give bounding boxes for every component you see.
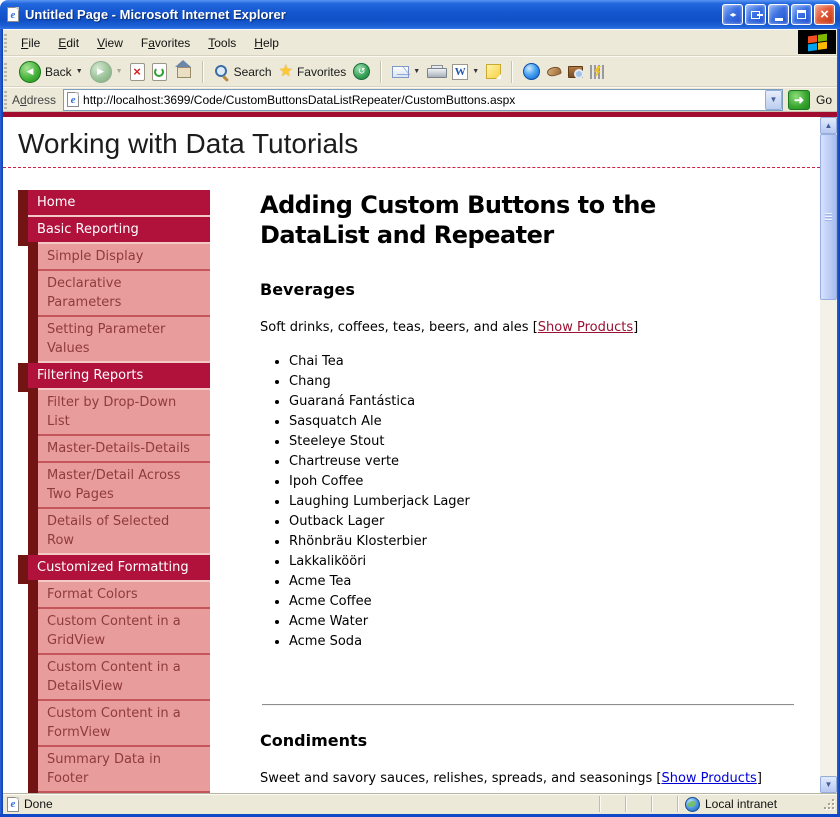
go-button[interactable] xyxy=(788,90,810,110)
address-bar xyxy=(0,87,840,112)
ie-page-icon: e xyxy=(67,92,79,107)
description-text: Soft drinks, coffees, teas, beers, and ales xyxy=(260,320,533,335)
sidebar-item[interactable]: Home xyxy=(28,190,210,217)
windows-logo-throbber xyxy=(798,30,836,54)
mail-icon xyxy=(392,66,409,78)
minimize-icon xyxy=(775,18,783,21)
product-item: • Chai Tea xyxy=(289,352,796,372)
popout-icon xyxy=(751,11,760,19)
windows-flag-icon xyxy=(808,33,827,51)
status-text: Done xyxy=(24,797,53,811)
favorites-icon: ★ xyxy=(278,62,293,80)
forward-dropdown-icon: ▼ xyxy=(115,68,123,75)
product-item: • Outback Lager xyxy=(289,512,796,532)
product-item: • Laughing Lumberjack Lager xyxy=(289,492,796,512)
sidebar-item[interactable]: Filtering Reports xyxy=(28,363,210,390)
history-button[interactable] xyxy=(353,63,370,80)
search-button[interactable] xyxy=(214,64,272,80)
article xyxy=(260,168,796,786)
sidebar-item[interactable]: Format Colors xyxy=(38,582,210,609)
sidebar-item[interactable]: Custom Content in a DetailsView xyxy=(38,655,210,701)
resize-grip[interactable] xyxy=(821,796,837,812)
toolbar-separator xyxy=(202,61,204,83)
condiments-section xyxy=(260,731,796,786)
status-bar xyxy=(3,793,837,814)
back-button[interactable] xyxy=(19,61,83,83)
site-title: Working with Data Tutorials xyxy=(18,128,359,159)
bracket: ] xyxy=(756,771,762,786)
sidebar-nav xyxy=(18,190,210,793)
sidebar-item[interactable]: Simple Display xyxy=(38,244,210,271)
menu-bar xyxy=(0,29,840,56)
back-icon: ◀ xyxy=(19,61,41,83)
menu-help[interactable]: Help xyxy=(254,35,279,50)
title-bar xyxy=(0,0,840,29)
scrollbar-thumb[interactable] xyxy=(820,134,837,300)
section-description xyxy=(260,320,796,335)
toolbar-grip[interactable] xyxy=(4,34,7,52)
menu-view[interactable]: View xyxy=(97,35,123,50)
window-border-left xyxy=(0,29,3,817)
bird-button[interactable] xyxy=(547,67,561,76)
sidebar-item[interactable]: Filter by Drop-Down List xyxy=(38,390,210,436)
products-list xyxy=(289,352,796,652)
validator-icon xyxy=(590,65,604,79)
section-heading: Condiments xyxy=(260,731,368,750)
notes-icon xyxy=(486,64,501,79)
favorites-label: Favorites xyxy=(296,64,347,79)
maximize-icon xyxy=(797,10,806,19)
product-item: • Guaraná Fantástica xyxy=(289,392,796,412)
book-search-button[interactable] xyxy=(568,66,583,78)
search-icon xyxy=(214,64,230,80)
toolbar-grip[interactable] xyxy=(4,63,7,81)
edit-word-button[interactable] xyxy=(452,64,479,80)
sidebar-item[interactable]: Master/Detail Across Two Pages xyxy=(38,463,210,509)
book-search-icon xyxy=(568,66,583,78)
edit-dropdown-icon[interactable]: ▼ xyxy=(472,68,480,75)
status-pane xyxy=(653,796,677,812)
maximize-button[interactable] xyxy=(791,4,812,25)
bird-icon xyxy=(546,65,562,78)
popout-button[interactable] xyxy=(745,4,766,25)
section-heading: Beverages xyxy=(260,280,355,299)
minimize-button[interactable] xyxy=(768,4,789,25)
back-label: Back xyxy=(45,64,72,79)
print-icon xyxy=(427,65,445,78)
back-dropdown-icon[interactable]: ▼ xyxy=(75,68,83,75)
home-icon xyxy=(174,66,192,81)
toolbar-grip[interactable] xyxy=(4,91,7,109)
stop-button[interactable] xyxy=(130,63,145,81)
page-viewport xyxy=(3,117,820,793)
product-item: • Lakkalikööri xyxy=(289,552,796,572)
address-label: Address xyxy=(12,92,57,107)
address-input[interactable] xyxy=(63,89,783,111)
window-title: Untitled Page - Microsoft Internet Explorer xyxy=(25,7,286,22)
sidebar-item[interactable]: Custom Content in a FormView xyxy=(38,701,210,747)
favorites-button[interactable] xyxy=(279,64,347,80)
notes-button[interactable] xyxy=(486,64,501,79)
product-item: • Acme Coffee xyxy=(289,592,796,612)
toolbar-separator xyxy=(511,61,513,83)
section-divider xyxy=(262,704,794,706)
bracket: [ xyxy=(656,771,662,786)
status-pane xyxy=(627,796,651,812)
intranet-globe-icon xyxy=(685,797,700,812)
product-item: • Steeleye Stout xyxy=(289,432,796,452)
show-products-link[interactable]: Show Products xyxy=(537,320,634,335)
status-pane xyxy=(601,796,625,812)
menu-favorites[interactable]: Favorites xyxy=(140,35,191,50)
article-title: Adding Custom Buttons to the DataList and Repeater xyxy=(260,191,656,249)
validator-button[interactable] xyxy=(590,65,604,79)
stop-icon: × xyxy=(130,63,145,81)
product-item: • Acme Soda xyxy=(289,632,796,652)
page-top-red-bar xyxy=(3,112,837,117)
standard-toolbar xyxy=(0,56,840,87)
edit-word-icon: W xyxy=(452,64,468,80)
product-item: • Rhönbräu Klosterbier xyxy=(289,532,796,552)
menu-edit[interactable]: Edit xyxy=(58,35,80,50)
product-item: • Sasquatch Ale xyxy=(289,412,796,432)
messenger-icon xyxy=(523,63,540,80)
bracket: ] xyxy=(633,320,639,335)
address-dropdown-button[interactable]: ▼ xyxy=(765,90,782,110)
left-right-arrows-icon: ◂▸ xyxy=(729,10,736,19)
search-label: Search xyxy=(233,64,272,79)
sidebar-item[interactable]: Setting Parameter Values xyxy=(38,317,210,363)
product-item: • Ipoh Coffee xyxy=(289,472,796,492)
scroll-up-button[interactable]: ▲ xyxy=(820,117,837,134)
sidebar-item[interactable]: Details of Selected Row xyxy=(38,509,210,555)
product-item: • Acme Water xyxy=(289,612,796,632)
mail-dropdown-icon[interactable]: ▼ xyxy=(413,68,421,75)
refresh-button[interactable] xyxy=(152,63,167,81)
section-description xyxy=(260,771,796,786)
scroll-down-button[interactable]: ▼ xyxy=(820,776,837,793)
menu-file[interactable]: File xyxy=(21,35,41,50)
sidebar-item[interactable]: Summary Data in Footer xyxy=(38,747,210,793)
ie-page-icon: e xyxy=(7,7,19,22)
forward-button[interactable] xyxy=(90,61,123,83)
arrows-button[interactable] xyxy=(722,4,743,25)
description-text: Sweet and savory sauces, relishes, spreads, and seasonings xyxy=(260,771,657,786)
show-products-link[interactable]: Show Products xyxy=(661,771,757,786)
close-icon: × xyxy=(820,6,829,23)
forward-icon: ▶ xyxy=(90,61,112,83)
beverages-section xyxy=(260,280,796,652)
history-icon: ↺ xyxy=(353,63,370,80)
bracket: [ xyxy=(532,320,538,335)
sidebar-item[interactable]: Declarative Parameters xyxy=(38,271,210,317)
sidebar-item[interactable]: Custom Content in a GridView xyxy=(38,609,210,655)
vertical-scrollbar[interactable] xyxy=(820,117,837,793)
ie-page-icon: e xyxy=(7,797,19,812)
home-button[interactable] xyxy=(174,63,192,81)
product-item: • Chang xyxy=(289,372,796,392)
toolbar-separator xyxy=(380,61,382,83)
product-item: • Chartreuse verte xyxy=(289,452,796,472)
sidebar-item[interactable]: Master-Details-Details xyxy=(38,436,210,463)
menu-tools[interactable]: Tools xyxy=(208,35,237,50)
messenger-button[interactable] xyxy=(523,63,540,80)
refresh-icon xyxy=(152,63,167,81)
security-zone-label: Local intranet xyxy=(705,797,778,811)
address-url[interactable]: http://localhost:3699/Code/CustomButtonsDataListRepeater/CustomButtons.aspx xyxy=(83,92,516,107)
print-button[interactable] xyxy=(427,65,445,78)
sidebar-item[interactable]: Customized Formatting xyxy=(28,555,210,582)
mail-button[interactable] xyxy=(392,66,420,78)
sidebar-item[interactable]: Basic Reporting xyxy=(28,217,210,244)
go-arrow-icon: ➜ xyxy=(793,92,805,107)
close-button[interactable] xyxy=(814,4,835,25)
go-label[interactable]: Go xyxy=(815,92,832,107)
product-item: • Acme Tea xyxy=(289,572,796,592)
